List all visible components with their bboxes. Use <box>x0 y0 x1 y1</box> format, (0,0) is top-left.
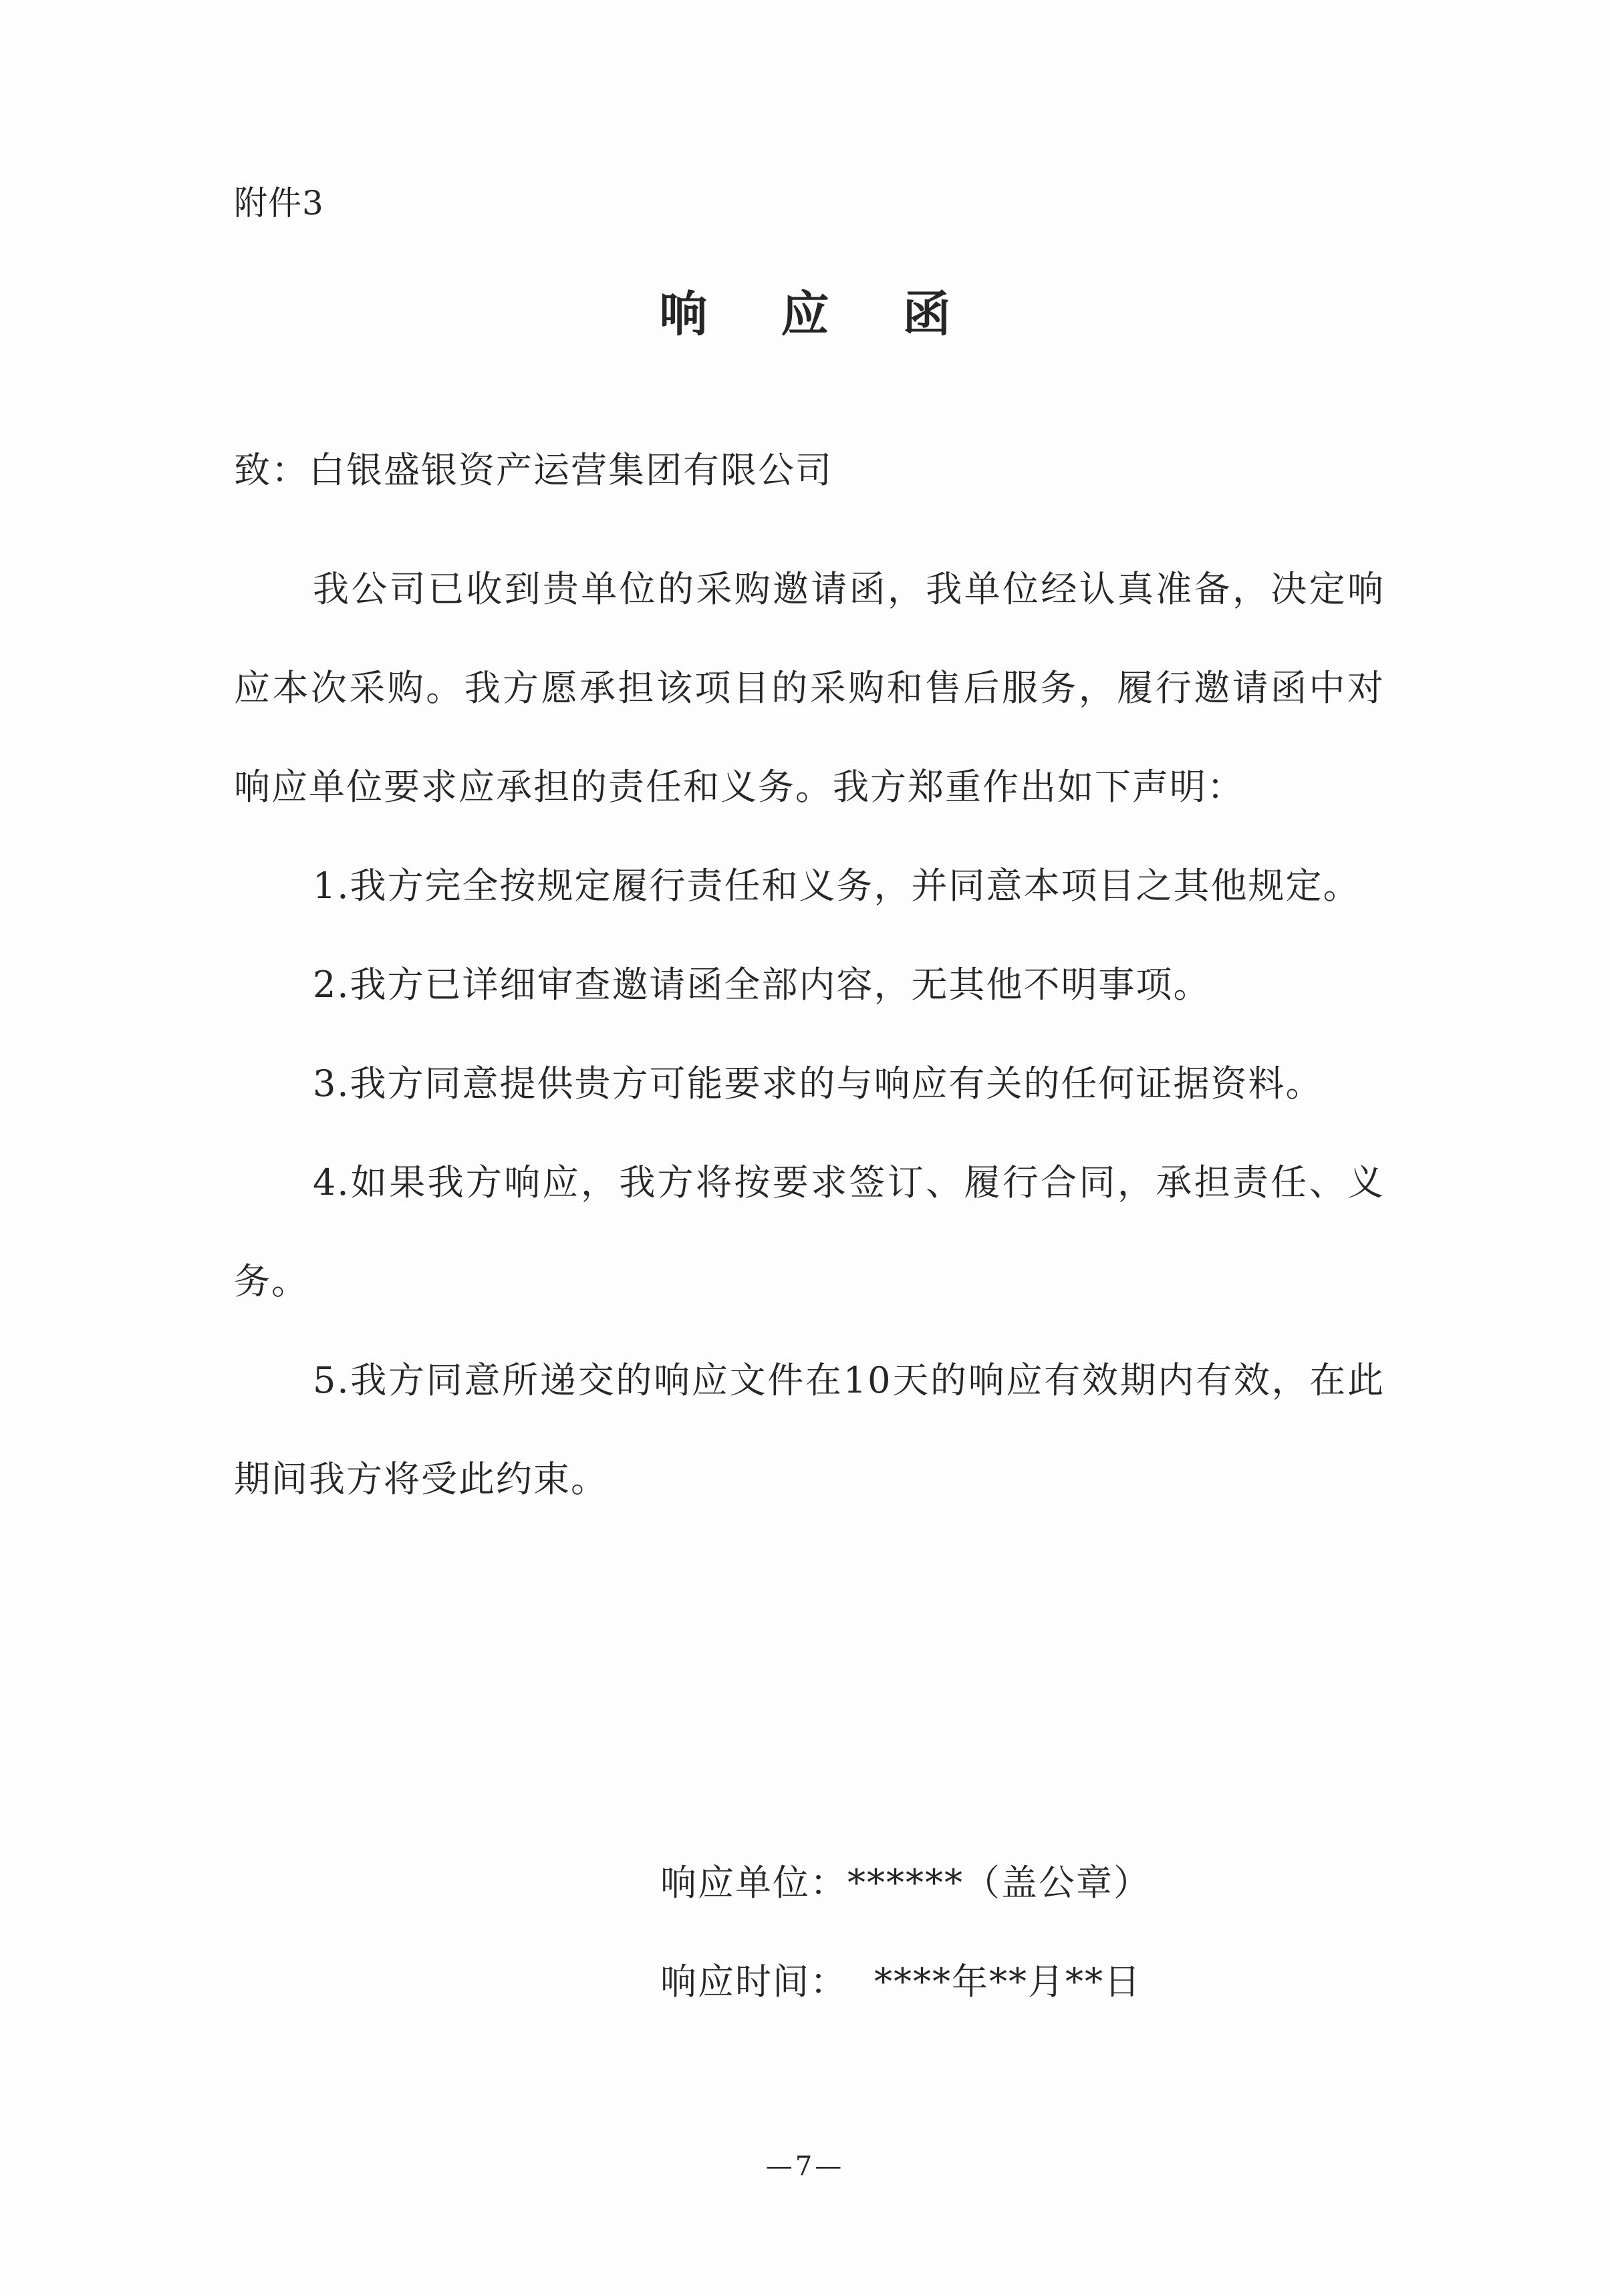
signature-unit-value: ******（盖公章） <box>847 1862 1151 1904</box>
signature-time-line <box>660 1958 1142 2006</box>
letter-body <box>234 540 1385 1529</box>
signature-unit-label: 响应单位： <box>660 1862 847 1904</box>
signature-unit-line <box>660 1859 1151 1907</box>
attachment-label: 附件3 <box>234 184 324 223</box>
page-number: —7— <box>765 2151 845 2182</box>
recipient-line: 致：白银盛银资产运营集团有限公司 <box>234 449 833 491</box>
intro-paragraph: 我公司已收到贵单位的采购邀请函，我单位经认真准备，决定响应本次采购。我方愿承担该项目的采购和售后服务，履行邀请函中对响应单位要求应承担的责任和义务。我方郑重作出如下声明： <box>234 568 1385 808</box>
declaration-item-3: 3.我方同意提供贵方可能要求的与响应有关的任何证据资料。 <box>313 1062 1323 1105</box>
declaration-item-5: 5.我方同意所递交的响应文件在10天的响应有效期内有效，在此期间我方将受此约束。 <box>234 1359 1385 1500</box>
declaration-item-1: 1.我方完全按规定履行责任和义务，并同意本项目之其他规定。 <box>313 865 1361 907</box>
page-title: 响应函 <box>659 285 1025 342</box>
signature-time-value: ****年**月**日 <box>874 1961 1142 2003</box>
declaration-item-4: 4.如果我方响应，我方将按要求签订、履行合同，承担责任、义务。 <box>234 1161 1385 1302</box>
signature-time-label: 响应时间： <box>660 1961 847 2003</box>
declaration-item-2: 2.我方已详细审查邀请函全部内容，无其他不明事项。 <box>313 964 1211 1006</box>
